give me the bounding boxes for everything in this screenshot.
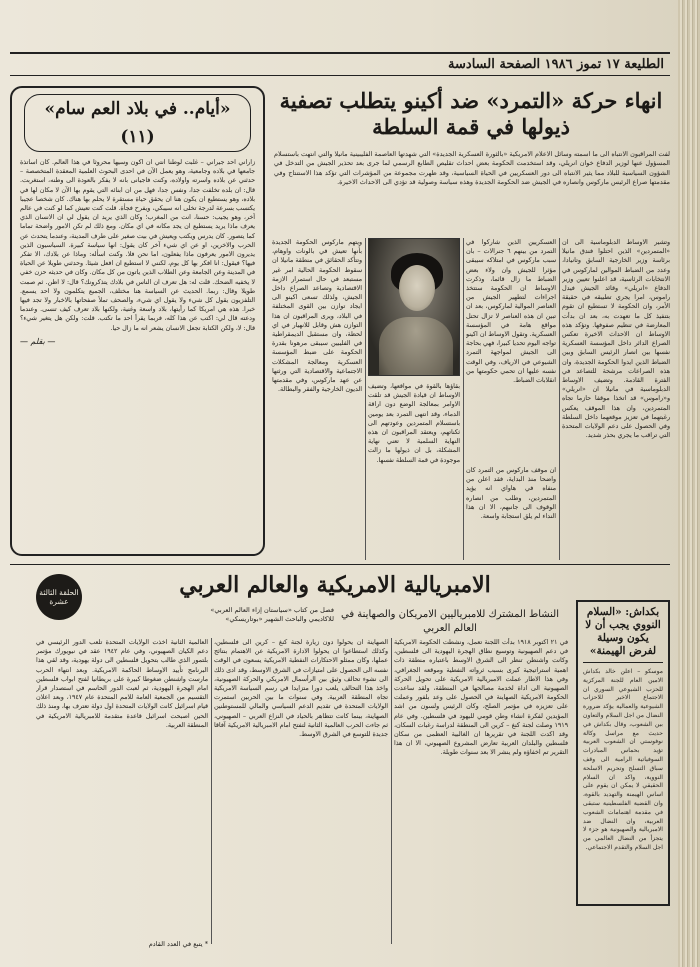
column-article-signature: — بقلم —: [20, 336, 56, 346]
main-article-lead: لفت المراقبون الانتباه الى ما اسمته وسائل الاعلام الامريكية «بالثورة العسكرية الجديدة» التي شهدتها العاصمة الفليبينية مانيلا والتي انتهت باستسلام المسؤول عنها لوزير الدفاع خوان انريلي، وقد استخدمت الحكومة بعض احداث تقليص الطابع الرسمي لما جرى بعد تحذير الجيش من التدخل في الشؤون السياسية للبلاد مما يثير الانتباه الى دور العسكريين في الحياة السياسية، وقد ظهرت مجموعة من المؤشرات التي تؤكد هذا الاستنتاج وفي مقدمتها صراع الرئيس ماركوس وانصاره في الجيش ضد الحكومة الجديدة وهذه سياسة وصولية قد تؤدي الى الاحداث الاخيرة.: [274, 150, 670, 187]
main-article-column-mid-bottom: ان موقف ماركوس من التمرد كان واضحا منذ البداية، فقد اعلن من منفاه في هاواي انه يؤيد المتمردين، وطلب من انصاره الوقوف الى جانبهم، الا ان هذا النداء لم يلق استجابة واسعة.: [466, 467, 556, 521]
bottom-article-source-note: فصل من كتاب «سياستان إزاء العالم العربي» للاكاديمي والباحث الشهير «بوتاريسكي»: [210, 606, 334, 623]
bottom-article-column-3: العالمية الثانية اخذت الولايات المتحدة تلعب الدور الرئيسي في دعم الكيان الصهيوني، وفي عام ١٩٤٢ عقد في نيويورك مؤتمر بلتمور الذي طالب بتحويل فلسطين الى دولة يهودية، وقد لقي هذا البرنامج تأييد الاوساط الحاكمة الامريكية. وبعد انتهاء الحرب مارست واشنطن ضغوطا كبيرة على بريطانيا لفتح ابواب فلسطين امام الهجرة اليهودية، ثم لعبت الدور الحاسم في استصدار قرار التقسيم من الجمعية العامة للامم المتحدة عام ١٩٤٧، وبعد اعلان قيام اسرائيل كانت الولايات المتحدة اول دولة تعترف بها، ومنذ ذلك الحين اصبحت اسرائيل قاعدة متقدمة للامبريالية الامريكية في المنطقة العربية.: [36, 639, 208, 729]
photo-figure-face: [399, 265, 435, 311]
column-article-box: [10, 86, 265, 556]
bottom-article-headline: الامبريالية الامريكية والعالم العربي: [179, 572, 491, 598]
side-news-text: موسكو – اعلن خالد بكداش الامين العام للجنة المركزية للحزب الشيوعي السوري ان الاجتماع الاخير للاحزاب الشيوعية والعمالية يؤكد ضرورة النضال من اجل السلام والتعاون بين الشعوب، وقال بكداش في حديث مع مراسل وكالة نوفوستي ان الشعوب العربية تؤيد بحماس المبادرات السوفياتية الرامية الى وقف سباق التسلح وتحريم الاسلحة النووية، واكد ان السلام الحقيقي لا يمكن ان يقوم على اساس الهيمنة والتهديد بالقوة، وان القضية الفلسطينية ستبقى في مقدمة اهتمامات الشعوب العربية، وان النضال ضد الامبريالية والصهيونية هو جزء لا يتجزأ من النضال العالمي من اجل السلام والتقدم الاجتماعي.: [583, 668, 663, 851]
column-divider: [559, 238, 560, 560]
page-header: [10, 52, 670, 76]
column-divider: [463, 238, 464, 560]
column-divider: [365, 238, 366, 560]
bottom-article-column-1: في ٢١ اكتوبر ١٩١٨ بدأت اللجنة تعمل، ونشطت الحكومة الامريكية في دعم الصهيونية وتوسيع نطاق الهجرة اليهودية الى فلسطين، وكانت واشنطن تنظر الى الشرق الاوسط باعتباره منطقة ذات اهمية استراتيجية كبرى بسبب ثرواته النفطية وموقعه الجغرافي، وفي هذا الاطار عملت الامبريالية الامريكية على تحويل الحركة الصهيونية الى اداة لخدمة مصالحها في المنطقة، ولقد ساعدت الحكومة الامريكية الصهاينة في الحصول على وعد بلفور وعملت على تعزيزه في مؤتمر الصلح، وكان الرئيس ولسون من اشد المؤيدين لفكرة انشاء وطن قومي لليهود في فلسطين. وفي عام ١٩١٩ وصلت لجنة كنغ – كرين الى المنطقة لدراسة رغبات السكان، وقد اكدت اللجنة في تقريرها ان الغالبية العظمى من سكان فلسطين والبلدان العربية تعارض المشروع الصهيوني، الا ان هذا التقرير تم اخفاؤه ولم ينشر الا بعد سنوات طويلة.: [394, 639, 568, 757]
side-news-title: بكداش: «السلام النووي يجب أن لا يكون وسيلة لفرض الهيمنة»: [583, 606, 663, 663]
bottom-article-column-2: الصهاينة ان يحولوا دون زيارة لجنة كنغ – كرين الى فلسطين، وكذلك استطاعوا ان يحولوا الادارة الامريكية عن الاهتمام بنتائج عملها، وكان ممثلو الاحتكارات النفطية الامريكية يسعون في الوقت نفسه الى الحصول على امتيازات في الشرق الاوسط، وقد ادى ذلك الى نشوء تحالف وثيق بين الرأسمال الامريكي والحركة الصهيونية، واخذ هذا التحالف يلعب دورا متزايدا في رسم السياسة الامريكية تجاه المنطقة العربية. وفي سنوات ما بين الحربين استمرت الولايات المتحدة في تقديم الدعم السياسي والمالي للمستوطنين الصهاينة، بينما كانت تتظاهر بالحياد في النزاع العربي – الصهيوني، ثم جاءت الحرب العالمية الثانية لتفتح امام الامبريالية الامريكية آفاقا جديدة للتوسع في الشرق الاوسط.: [214, 639, 388, 739]
column-divider: [391, 638, 392, 944]
main-article-column-mid: العسكريين الذين شاركوا في التمرد من بينهم ٦ جنرالات – بان سبب ماركوس في امتلاكه سيبقى مؤثرا للجيش وان ولاء بعض الضباط ما زال قائما، وذكرت الاوساط ان الحكومة ستتخذ اجراءات لتطهير الجيش من العناصر الموالية لماركوس، بعد ان تبين ان هذه العناصر لا تزال تحتل مواقع هامة في المؤسسة العسكرية. وتقول الاوساط ان اكينو تواجه اليوم تحديا كبيرا، فهي بحاجة الى الجيش لمواجهة التمرد الشيوعي في الارياف، وفي الوقت نفسه عليها ان تحمي حكومتها من انقلابات الضباط.: [466, 239, 556, 385]
episode-badge: الحلقة الثالثة عشرة: [36, 574, 82, 620]
bottom-article-footnote: * يتبع في العدد القادم: [148, 940, 208, 948]
page-header-title: الطليعة ١٧ تموز ١٩٨٦ الصفحة السادسة: [448, 57, 664, 72]
side-news-box: [576, 600, 670, 906]
section-rule: [10, 564, 670, 565]
column-article-text: زاراني احد جيراني – غلبت لوطنا انتي ان اكون وسيها محروثا في هذا العالم. كان اساتذة جامعها في بلاده وجامعية، وهو يعمل الآن في احدى البحوث العلمية المعقدة المتخصصة – حدثني عن بلاده واسرته واولاده، وكنت فاجيانى بانه لا يفكر بالعودة الى وطنه، استغربت. قال: ان بلده تخلفت جدا، ونفس جدا، فهل من ان ابنائه التي يقوم بها الآن لا مكان لها في بلاده، وهو يستطيع ان يكون هنا ان يحقق حياة مستقرة لا يحلم بها هناك. كان شخصا عجيبا يكتسب بسرعة لدرجة تخلى انه سيبكي، ويفرح فجأة. قلت كنت تعيش كما لو كنت في عالم آخر، وهو يجيب: حسنا، انت من المغرب؛ وكان الذي يريد ان يقول لي ان الانسان الذي يعرف ماذا يريد يستطيع ان يجد مكانه في اي مكان. ومع ذلك لم تكن الامور واضحة تماما كما يتصور. كان يدرس ويكتب ويعيش في بيت صغير على طرف المدينة، وعندما يتحدث عن الحرب والاخرين، او عن اي شيء آخر كان يقول: انها سياسة كبيرة. السياسيون الذين يديرون الامور يعرفون ماذا يفعلون، اما نحن فلا. وكنت اسأله: وماذا عن بلادك، الا تفكر فيها؟ فيقول: انا افكر بها كل يوم، لكنني لا استطيع ان افعل شيئا. وحدثني طويلا عن الحياة في المدينة وعن الجامعة وعن الطلاب الذين ياتون من كل مكان. وكان في حديثه حزن خفي لا يخفيه الضحك. قلت له: هل تعرف ان الناس في بلادك يتذكرونك؟ قال: لا اظن. ثم صمت طويلا وقال: ربما. الحديث عن السياسة هنا مختلف، الجميع يتكلمون ولا احد يسمع. التلفزيون يقول كل شيء ولا يقول اي شيء، والصحف تملأ صفحاتها بالاخبار ولا تجد فيها خبرا. هذه هي امريكا كما رأيتها، بلاد واسعة وغنية، ولكنها بلاد تعرف كيف تنسى. وعندما ودعته قال لي: اكتب عن هذا كله، فربما يقرأ احد ما تكتب. قلت: ولكن هل يتغير شيء؟ قال: لا، ولكن الكتابة تجعل الانسان يشعر انه ما زال حيا.: [20, 159, 255, 332]
binding-spine: [678, 0, 700, 967]
main-article-column-under-photo: بقاؤها بالقوة في مواقعها، وتضيف الاوساط ان قيادة الجيش قد تلقت الاوامر بمعالجة الوضع دون اراقة الدماء، وقد انتهى التمرد بعد يومين باستسلام المتمردين وعودتهم الى ثكناتهم، ويعتقد المراقبون ان هذه النهاية السلمية لا تعني نهاية المشكلة، بل ان ذيولها ما زالت موجودة في قمة السلطة نفسها.: [368, 383, 460, 464]
photo-figure-body: [379, 317, 453, 376]
main-article-column-right: وتشير الاوساط الدبلوماسية الى ان «المتمردين» الذين احتلوا فندق مانيلا برئاسة وزير الخارجية السابق وتانيادا، وعدد من الضباط الموالين لماركوس في الانتخابات الرئاسية، قد اعلنوا تعيين وزير الدفاع «انريلي» وقائد الجيش فيدل راموس، امرا يجري تطبيقه في حقيقة الأمر، وان الحكومة لا تستطيع ان تقوم بتنفيذ كل ما تعهدت به، بعد ان بدأت المعارضة في تنظيم صفوفها. وتؤكد هذه الاوساط ان الاحداث الاخيرة تعكس الصراع الدائر داخل المؤسسة العسكرية نفسها بين انصار الرئيس السابق وبين الضباط الذين ايدوا الحكومة الجديدة، وان هذه الصراعات مرشحة للتصاعد في الفترة القادمة. وتضيف الاوساط الدبلوماسية في مانيلا ان «انريلي» و«راموس» قد اتخذا موقفا حازما تجاه المتمردين، وان هذا الموقف يعكس رغبتهما في تعزيز موقعهما داخل السلطة وفي الحصول على دعم الولايات المتحدة التي تراقب ما يجري بحذر شديد.: [562, 239, 670, 440]
main-article-headline: انهاء حركة «التمرد» ضد أكينو يتطلب تصفية ذيولها في قمة السلطة: [279, 88, 663, 139]
bottom-article-subheadline: النشاط المشترك للامبرياليين الامريكان والصهاينة في العالم العربي: [341, 609, 559, 634]
column-divider: [211, 638, 212, 944]
column-article-title: «أيام.. في بلاد العم سام» (١١): [24, 94, 251, 152]
main-article-column-left: ويتهم ماركوس الحكومة الجديدة بأنها تعيش في بالونات واوهام، وتتأكد الحقائق في منطقة مانيلا ان سقوط الحكومة الحالية امر غير مستبعد في حال استمرار الازمة الاقتصادية وتصاعد الصراع داخل الجيش، ولذلك تسعى اكينو الى ايجاد توازن بين القوى المختلفة في البلاد، ويرى المراقبون ان هذا التوازن هش وقابل للانهيار في اي لحظة، وان مستقبل الديمقراطية في الفليبين سيبقى مرهونا بقدرة الحكومة على ضبط المؤسسة العسكرية ومعالجة المشكلات الاجتماعية والاقتصادية التي ورثتها عن عهد ماركوس، وفي مقدمتها الديون الخارجية والفقر والبطالة.: [272, 239, 362, 394]
article-photo: [368, 238, 460, 376]
